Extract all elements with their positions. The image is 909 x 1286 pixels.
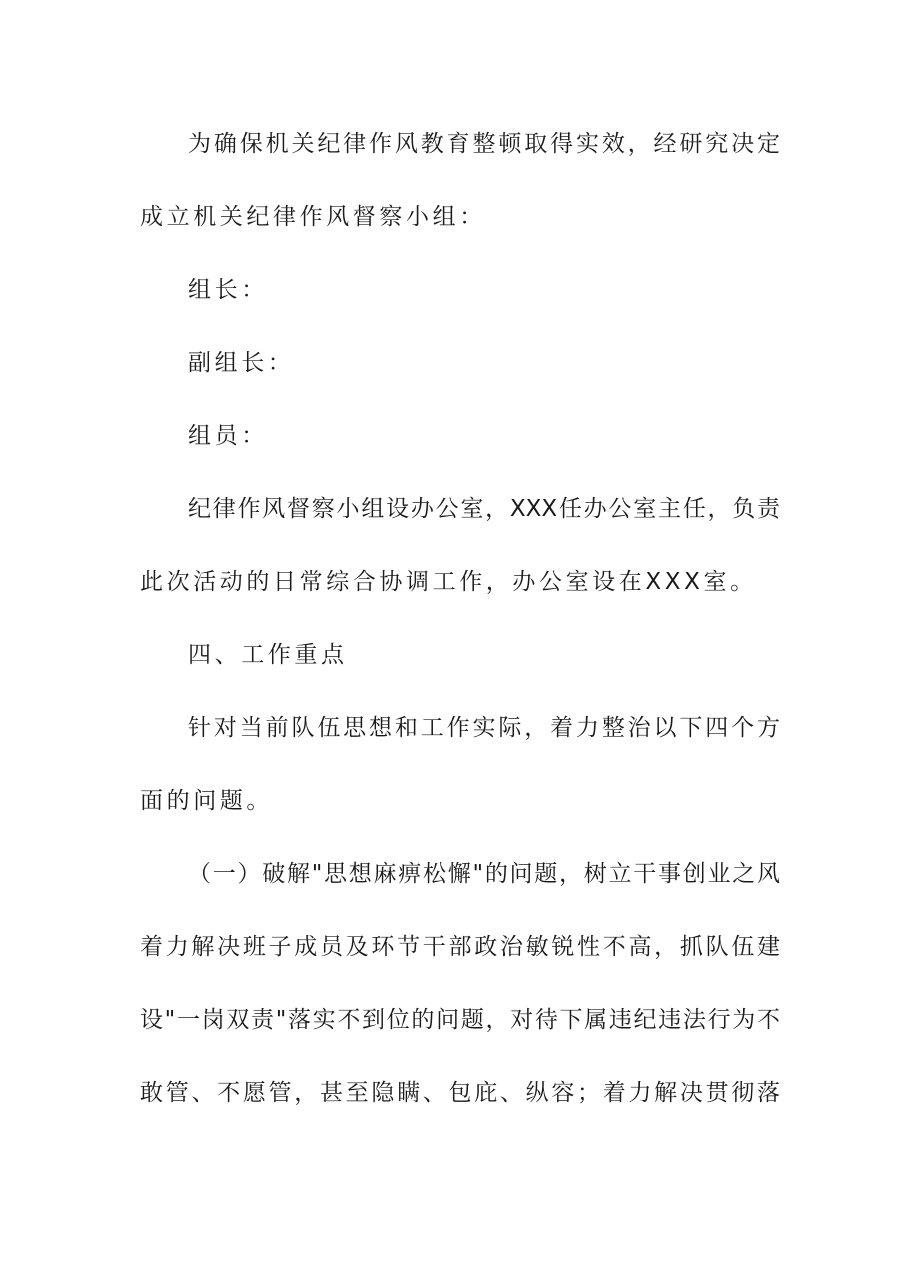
subsection-heading: （一）破解"思想麻痹松懈"的问题，树立干事创业之风 xyxy=(188,861,780,887)
paragraph-line: 为确保机关纪律作风教育整顿取得实效，经研究决定 xyxy=(188,131,780,157)
group-leader-label: 组长： xyxy=(188,277,268,303)
deputy-leader-label: 副组长： xyxy=(188,350,295,376)
paragraph-line: 成立机关纪律作风督察小组： xyxy=(140,204,486,230)
paragraph-line: 面的问题。 xyxy=(140,788,273,814)
paragraph-line: 着力解决班子成员及环节干部政治敏锐性不高，抓队伍建 xyxy=(140,934,780,960)
paragraph-line: 设"一岗双责"落实不到位的问题，对待下属违纪违法行为不 xyxy=(140,1007,780,1033)
section-heading: 四、工作重点 xyxy=(188,642,348,668)
members-label: 组员： xyxy=(188,423,268,449)
paragraph-line: 针对当前队伍思想和工作实际，着力整治以下四个方 xyxy=(188,715,780,741)
paragraph-line: 此次活动的日常综合协调工作，办公室设在XXX室。 xyxy=(140,569,757,595)
paragraph-line: 敢管、不愿管，甚至隐瞒、包庇、纵容；着力解决贯彻落 xyxy=(140,1080,780,1106)
paragraph-line: 纪律作风督察小组设办公室，XXX任办公室主任，负责 xyxy=(188,496,780,522)
